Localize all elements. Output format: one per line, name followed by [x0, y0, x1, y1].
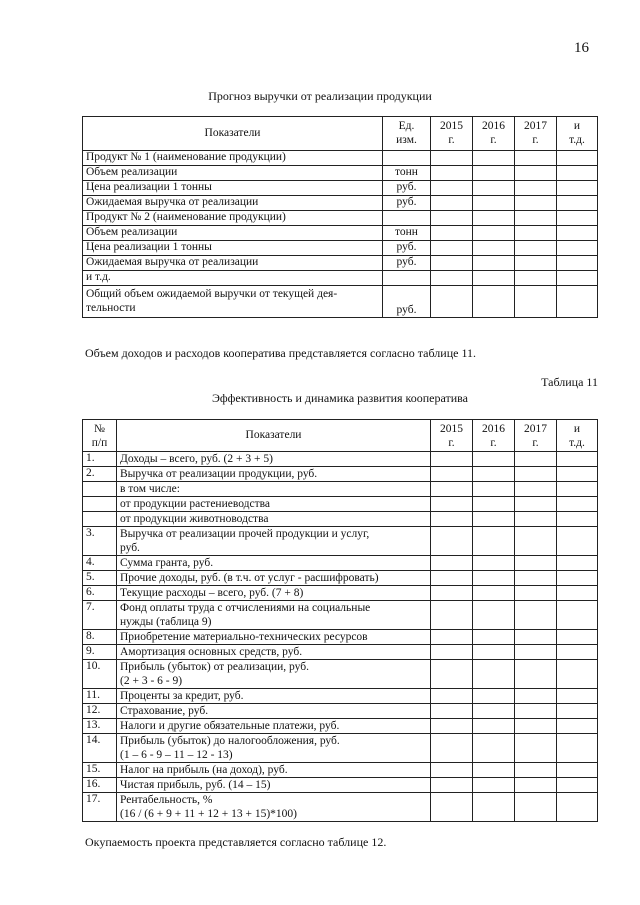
year-value-cell — [557, 689, 598, 704]
indicator-line: Прочие доходы, руб. (в т.ч. от услуг - расшифровать) — [120, 572, 379, 584]
year-value-cell — [473, 241, 515, 256]
year-value-cell — [473, 793, 515, 822]
year-value-cell — [515, 452, 557, 467]
table-row — [83, 571, 598, 586]
number-cell — [83, 482, 117, 497]
unit-cell: руб. — [383, 241, 431, 256]
col-header-year: 2017 г. — [515, 420, 557, 452]
year-value-cell — [557, 527, 598, 556]
table-row — [83, 689, 598, 704]
col-header-year: 2015 г. — [431, 420, 473, 452]
year-value-cell — [557, 181, 598, 196]
year-value-cell — [557, 645, 598, 660]
year-value-cell — [557, 601, 598, 630]
table-row-total — [83, 286, 598, 318]
number-cell: 12. — [83, 704, 117, 719]
year-value-cell — [557, 556, 598, 571]
indicator-line: в том числе: — [120, 483, 180, 495]
table2-title: Эффективность и динамика развития кооператива — [211, 391, 468, 405]
year-value-cell — [473, 704, 515, 719]
indicator-cell: Ожидаемая выручка от реализации — [83, 256, 383, 271]
year-value-cell — [515, 512, 557, 527]
indicator-cell — [117, 689, 431, 704]
year-value-cell — [515, 527, 557, 556]
indicator-cell: Объем реализации — [83, 226, 383, 241]
indicator-cell: Продукт № 1 (наименование продукции) — [83, 151, 383, 166]
year-value-cell — [557, 211, 598, 226]
indicator-line: тельности — [86, 302, 136, 314]
table-row — [83, 512, 598, 527]
number-cell: 2. — [83, 467, 117, 482]
number-cell: 10. — [83, 660, 117, 689]
number-cell — [83, 497, 117, 512]
indicator-cell — [117, 497, 431, 512]
year-value-cell — [473, 571, 515, 586]
indicator-cell — [117, 571, 431, 586]
unit-cell: руб. — [383, 181, 431, 196]
year-value-cell — [431, 719, 473, 734]
year-value-cell — [431, 645, 473, 660]
table-row — [83, 793, 598, 822]
year-value-cell — [473, 778, 515, 793]
indicator-line: нужды (таблица 9) — [120, 616, 212, 628]
year-value-cell — [557, 452, 598, 467]
year-value-cell — [557, 256, 598, 271]
indicator-line: Приобретение материально-технических ресурсов — [120, 631, 368, 643]
year-value-cell — [557, 226, 598, 241]
year-value-cell — [515, 166, 557, 181]
table-row — [83, 482, 598, 497]
col-header-number: № п/п — [83, 420, 117, 452]
year-value-cell — [515, 571, 557, 586]
year-value-cell — [431, 482, 473, 497]
year-value-cell — [515, 704, 557, 719]
number-cell: 6. — [83, 586, 117, 601]
col-header-year: 2016 г. — [473, 420, 515, 452]
year-value-cell — [431, 527, 473, 556]
year-value-cell — [515, 630, 557, 645]
year-value-cell — [473, 512, 515, 527]
year-value-cell — [557, 497, 598, 512]
table-row — [83, 196, 598, 211]
indicator-cell — [117, 556, 431, 571]
indicator-line: (1 – 6 - 9 – 11 – 12 - 13) — [120, 749, 233, 761]
year-value-cell — [515, 241, 557, 256]
year-value-cell — [515, 763, 557, 778]
year-value-cell — [557, 704, 598, 719]
year-value-cell — [473, 452, 515, 467]
number-cell: 13. — [83, 719, 117, 734]
indicator-cell: Ожидаемая выручка от реализации — [83, 196, 383, 211]
year-value-cell — [473, 286, 515, 318]
year-value-cell — [431, 241, 473, 256]
year-value-cell — [557, 196, 598, 211]
year-value-cell — [473, 151, 515, 166]
indicator-line: Страхование, руб. — [120, 705, 209, 717]
number-cell: 15. — [83, 763, 117, 778]
year-value-cell — [557, 763, 598, 778]
col-header-year: 2017 г. — [515, 117, 557, 151]
year-value-cell — [515, 181, 557, 196]
col-header-indicator: Показатели — [117, 420, 431, 452]
indicator-line: Выручка от реализации прочей продукции и услуг, — [120, 528, 370, 540]
indicator-cell — [117, 793, 431, 822]
year-value-cell — [515, 467, 557, 482]
year-value-cell — [431, 286, 473, 318]
table-row — [83, 211, 598, 226]
efficiency-dynamics-table — [82, 419, 598, 822]
year-value-cell — [431, 271, 473, 286]
table-row — [83, 556, 598, 571]
year-value-cell — [473, 467, 515, 482]
year-value-cell — [557, 166, 598, 181]
number-cell: 16. — [83, 778, 117, 793]
indicator-cell — [117, 778, 431, 793]
table-row — [83, 497, 598, 512]
number-cell: 14. — [83, 734, 117, 763]
year-value-cell — [473, 256, 515, 271]
year-value-cell — [515, 211, 557, 226]
indicator-cell: и т.д. — [83, 271, 383, 286]
number-cell: 7. — [83, 601, 117, 630]
table-row — [83, 778, 598, 793]
indicator-cell — [117, 467, 431, 482]
indicator-line: Прибыль (убыток) до налогообложения, руб. — [120, 735, 340, 747]
indicator-cell — [117, 452, 431, 467]
year-value-cell — [557, 151, 598, 166]
indicator-cell — [117, 601, 431, 630]
year-value-cell — [473, 601, 515, 630]
year-value-cell — [431, 586, 473, 601]
year-value-cell — [431, 630, 473, 645]
indicator-cell — [117, 719, 431, 734]
year-value-cell — [557, 630, 598, 645]
year-value-cell — [557, 512, 598, 527]
indicator-cell — [83, 286, 383, 318]
unit-cell: тонн — [383, 166, 431, 181]
year-value-cell — [515, 271, 557, 286]
indicator-line: Проценты за кредит, руб. — [120, 690, 244, 702]
year-value-cell — [431, 211, 473, 226]
indicator-line: Рентабельность, % — [120, 794, 213, 806]
year-value-cell — [431, 689, 473, 704]
indicator-line: руб. — [120, 542, 140, 554]
indicator-line: Сумма гранта, руб. — [120, 557, 214, 569]
year-value-cell — [515, 226, 557, 241]
paragraph-income-expenses: Объем доходов и расходов кооператива представляется согласно таблице 11. — [85, 346, 476, 360]
indicator-cell — [117, 645, 431, 660]
year-value-cell — [431, 763, 473, 778]
year-value-cell — [515, 196, 557, 211]
table-row — [83, 719, 598, 734]
year-value-cell — [431, 196, 473, 211]
year-value-cell — [557, 571, 598, 586]
year-value-cell — [431, 793, 473, 822]
year-value-cell — [557, 482, 598, 497]
indicator-cell — [117, 763, 431, 778]
indicator-cell — [117, 512, 431, 527]
indicator-line: Текущие расходы – всего, руб. (7 + 8) — [120, 587, 304, 599]
table-row — [83, 256, 598, 271]
year-value-cell — [431, 601, 473, 630]
indicator-cell — [117, 660, 431, 689]
year-value-cell — [473, 527, 515, 556]
indicator-cell — [117, 704, 431, 719]
unit-cell — [383, 151, 431, 166]
year-value-cell — [431, 660, 473, 689]
table-row — [83, 452, 598, 467]
year-value-cell — [473, 660, 515, 689]
year-value-cell — [473, 181, 515, 196]
col-header-etc: и т.д. — [557, 117, 598, 151]
year-value-cell — [431, 467, 473, 482]
number-cell: 8. — [83, 630, 117, 645]
number-cell: 11. — [83, 689, 117, 704]
indicator-line: от продукции животноводства — [120, 513, 269, 525]
year-value-cell — [473, 226, 515, 241]
indicator-line: (2 + 3 - 6 - 9) — [120, 675, 183, 687]
indicator-cell: Цена реализации 1 тонны — [83, 181, 383, 196]
number-cell: 1. — [83, 452, 117, 467]
year-value-cell — [473, 645, 515, 660]
indicator-cell: Продукт № 2 (наименование продукции) — [83, 211, 383, 226]
indicator-cell — [117, 527, 431, 556]
table-row — [83, 660, 598, 689]
year-value-cell — [431, 512, 473, 527]
number-cell: 9. — [83, 645, 117, 660]
year-value-cell — [557, 271, 598, 286]
year-value-cell — [557, 660, 598, 689]
table-row — [83, 527, 598, 556]
year-value-cell — [473, 630, 515, 645]
indicator-line: Выручка от реализации продукции, руб. — [120, 468, 318, 480]
year-value-cell — [431, 166, 473, 181]
table2-caption: Таблица 11 — [541, 375, 598, 389]
indicator-line: от продукции растениеводства — [120, 498, 270, 510]
table-row — [83, 586, 598, 601]
indicator-line: Налог на прибыль (на доход), руб. — [120, 764, 288, 776]
year-value-cell — [431, 226, 473, 241]
year-value-cell — [515, 793, 557, 822]
year-value-cell — [515, 556, 557, 571]
number-cell: 3. — [83, 527, 117, 556]
indicator-line: Фонд оплаты труда с отчислениями на социальные — [120, 602, 371, 614]
year-value-cell — [557, 241, 598, 256]
year-value-cell — [431, 181, 473, 196]
table1-title: Прогноз выручки от реализации продукции — [208, 89, 432, 103]
number-cell: 4. — [83, 556, 117, 571]
year-value-cell — [557, 586, 598, 601]
number-cell: 17. — [83, 793, 117, 822]
year-value-cell — [515, 286, 557, 318]
table-row — [83, 467, 598, 482]
indicator-line: Чистая прибыль, руб. (14 – 15) — [120, 779, 271, 791]
unit-cell: руб. — [383, 196, 431, 211]
year-value-cell — [473, 719, 515, 734]
year-value-cell — [431, 497, 473, 512]
unit-cell: руб. — [383, 256, 431, 271]
col-header-etc: и т.д. — [557, 420, 598, 452]
year-value-cell — [431, 571, 473, 586]
year-value-cell — [515, 645, 557, 660]
page-number: 16 — [574, 40, 589, 56]
year-value-cell — [515, 586, 557, 601]
year-value-cell — [473, 763, 515, 778]
year-value-cell — [473, 482, 515, 497]
indicator-cell — [117, 586, 431, 601]
year-value-cell — [557, 467, 598, 482]
unit-cell: руб. — [383, 286, 431, 318]
col-header-unit: Ед. изм. — [383, 117, 431, 151]
indicator-line: Доходы – всего, руб. (2 + 3 + 5) — [120, 453, 273, 465]
year-value-cell — [473, 586, 515, 601]
year-value-cell — [515, 482, 557, 497]
year-value-cell — [431, 556, 473, 571]
indicator-cell: Объем реализации — [83, 166, 383, 181]
year-value-cell — [473, 166, 515, 181]
indicator-line: Налоги и другие обязательные платежи, руб. — [120, 720, 340, 732]
col-header-year: 2016 г. — [473, 117, 515, 151]
table-row — [83, 645, 598, 660]
year-value-cell — [515, 256, 557, 271]
indicator-cell — [117, 482, 431, 497]
indicator-line: Прибыль (убыток) от реализации, руб. — [120, 661, 309, 673]
unit-cell: тонн — [383, 226, 431, 241]
revenue-forecast-table — [82, 116, 598, 318]
table-row — [83, 271, 598, 286]
year-value-cell — [515, 734, 557, 763]
year-value-cell — [557, 286, 598, 318]
col-header-year: 2015 г. — [431, 117, 473, 151]
indicator-cell: Цена реализации 1 тонны — [83, 241, 383, 256]
unit-cell — [383, 271, 431, 286]
year-value-cell — [557, 778, 598, 793]
table-row — [83, 151, 598, 166]
indicator-cell — [117, 630, 431, 645]
year-value-cell — [515, 660, 557, 689]
indicator-line: Общий объем ожидаемой выручки от текущей дея- — [86, 288, 338, 300]
year-value-cell — [473, 211, 515, 226]
year-value-cell — [515, 151, 557, 166]
year-value-cell — [431, 778, 473, 793]
table-row — [83, 630, 598, 645]
table-row — [83, 181, 598, 196]
year-value-cell — [473, 271, 515, 286]
year-value-cell — [473, 734, 515, 763]
indicator-cell — [117, 734, 431, 763]
table-row — [83, 763, 598, 778]
number-cell: 5. — [83, 571, 117, 586]
year-value-cell — [473, 556, 515, 571]
table-row — [83, 601, 598, 630]
indicator-line: (16 / (6 + 9 + 11 + 12 + 13 + 15)*100) — [120, 808, 298, 820]
year-value-cell — [557, 719, 598, 734]
year-value-cell — [473, 689, 515, 704]
year-value-cell — [473, 497, 515, 512]
year-value-cell — [515, 497, 557, 512]
year-value-cell — [515, 719, 557, 734]
year-value-cell — [431, 704, 473, 719]
year-value-cell — [515, 778, 557, 793]
year-value-cell — [473, 196, 515, 211]
indicator-line: Амортизация основных средств, руб. — [120, 646, 303, 658]
year-value-cell — [557, 793, 598, 822]
table-row — [83, 704, 598, 719]
table-row — [83, 166, 598, 181]
unit-cell — [383, 211, 431, 226]
year-value-cell — [431, 151, 473, 166]
year-value-cell — [515, 601, 557, 630]
year-value-cell — [557, 734, 598, 763]
year-value-cell — [431, 452, 473, 467]
col-header-indicator: Показатели — [83, 117, 383, 151]
table-row — [83, 241, 598, 256]
year-value-cell — [515, 689, 557, 704]
table-row — [83, 734, 598, 763]
paragraph-payback: Окупаемость проекта представляется согласно таблице 12. — [85, 835, 387, 849]
year-value-cell — [431, 256, 473, 271]
year-value-cell — [431, 734, 473, 763]
number-cell — [83, 512, 117, 527]
table-row — [83, 226, 598, 241]
